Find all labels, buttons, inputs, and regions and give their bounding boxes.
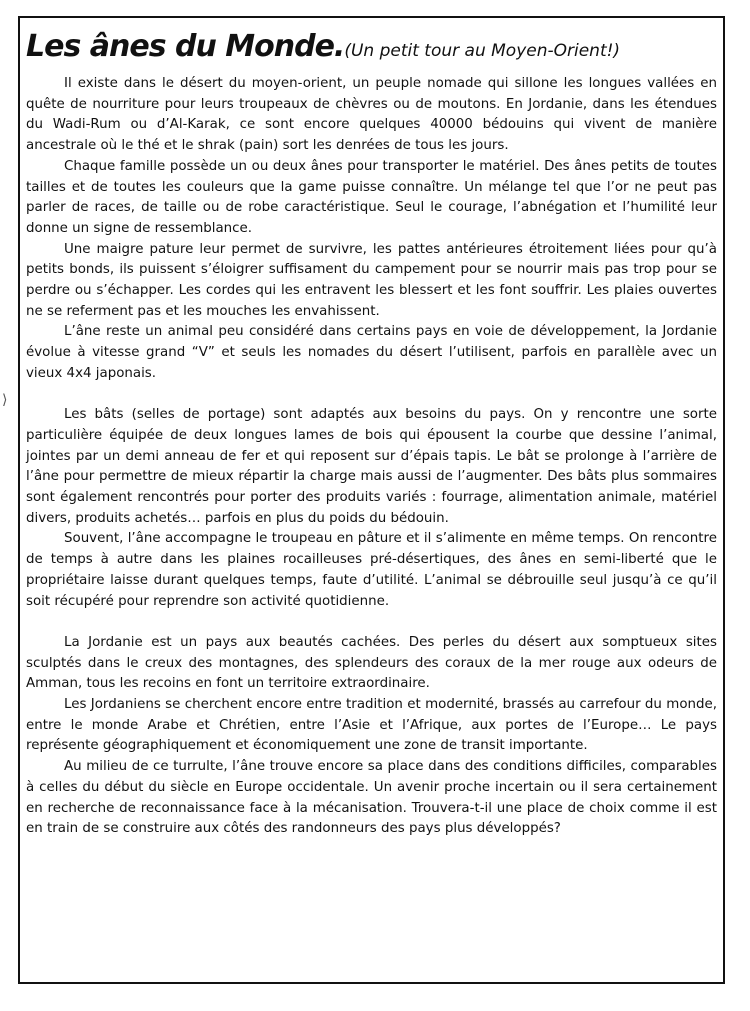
section-gap — [26, 385, 717, 406]
paragraph: La Jordanie est un pays aux beautés cachées. Des perles du désert aux somptueux sites sculptés dans le creux des montagnes, des splendeurs des coraux de la mer rouge aux odeurs de Amman, tous les recoins en font un territoire extraordinaire. — [26, 634, 717, 692]
section-bedouins — [26, 74, 717, 385]
paragraph: Les Jordaniens se cherchent encore entre tradition et modernité, brassés au carrefour du monde, entre le monde Arabe et Chrétien, entre l’Asie et l’Afrique, aux portes de l’Europe… Le pays représente géographiquement et économiquement une zone de transit importante. — [26, 697, 717, 754]
margin-mark: ⟩ — [2, 392, 8, 408]
article-heading — [26, 28, 717, 70]
article-subtitle: (Un petit tour au Moyen-Orient!) — [344, 41, 621, 61]
paragraph: Une maigre pature leur permet de survivre, les pattes antérieures étroitement liées pour qu’à petits bonds, ils puissent s’éloigrer suffisament du campement pour se nourrir mais pas trop pour se perdre ou s’échapper. Les cordes qui les entravent les blessert et les font souffrir. Les plaies ouvertes ne se referment pas et les mouches les envahissent. — [26, 241, 717, 319]
paragraph: Il existe dans le désert du moyen-orient, un peuple nomade qui sillone les longues vallées en quête de nourriture pour leurs troupeaux de chèvres ou de moutons. En Jordanie, dans les étendues du Wadi-Rum ou d’Al-Karak, ce sont encore quelques 40000 bédouins qui vivent de manière ancestrale où le thé et le shrak (pain) sort les denrées de tous les jours. — [26, 76, 717, 154]
section-pack-saddles — [26, 405, 717, 612]
paragraph: L’âne reste un animal peu considéré dans certains pays en voie de développement, la Jordanie évolue à vitesse grand “V” et seuls les nomades du désert l’utilisent, parfois en parallèle avec un vieux 4x4 japonais. — [26, 324, 717, 381]
article-title: Les ânes du Monde. — [26, 29, 345, 64]
paragraph: Souvent, l’âne accompagne le troupeau en pâture et il s’alimente en même temps. On rencontre de temps à autre dans les plaines rocailleuses pré-désertiques, des ânes en semi-liberté que le propriétaire laisse durant quelques temps, faute d’utilité. L’animal se débrouille seul jusqu’à ce qu’il soit récupéré pour reprendre son activité quotidienne. — [26, 531, 717, 609]
paragraph: Au milieu de ce turrulte, l’âne trouve encore sa place dans des conditions difficiles, comparables à celles du début du siècle en Europe occidentale. Un avenir proche incertain ou il sera certainement en recherche de reconnaissance face à la mécanisation. Trouvera-t-il une place de choix comme il est en train de se construire aux côtés des randonneurs des pays plus développés? — [26, 759, 717, 837]
paragraph: Les bâts (selles de portage) sont adaptés aux besoins du pays. On y rencontre une sorte particulière équipée de deux longues lames de bois qui épousent la courbe que dessine l’animal, jointes par un demi anneau de fer et qui reposent sur d’épais tapis. Le bât se prolonge à l’arrière de l’âne pour permettre de mieux répartir la charge mais aussi de l’augmenter. Des bâts plus sommaires sont également rencontrés pour porter des produits variés : fourrage, alimentation animale, matériel divers, produits achetés… parfois en plus du poids du bédouin. — [26, 407, 717, 526]
section-gap — [26, 612, 717, 633]
article-frame — [18, 16, 725, 984]
section-jordan — [26, 633, 717, 840]
paragraph: Chaque famille possède un ou deux ânes pour transporter le matériel. Des ânes petits de toutes tailles et de toutes les couleurs que la game puisse connaître. Un mélange tel que l’or ne peut pas parler de races, de taille ou de robe caractéristique. Seul le courage, l’abnégation et l’humilité leur donne un signe de ressemblance. — [26, 158, 717, 236]
